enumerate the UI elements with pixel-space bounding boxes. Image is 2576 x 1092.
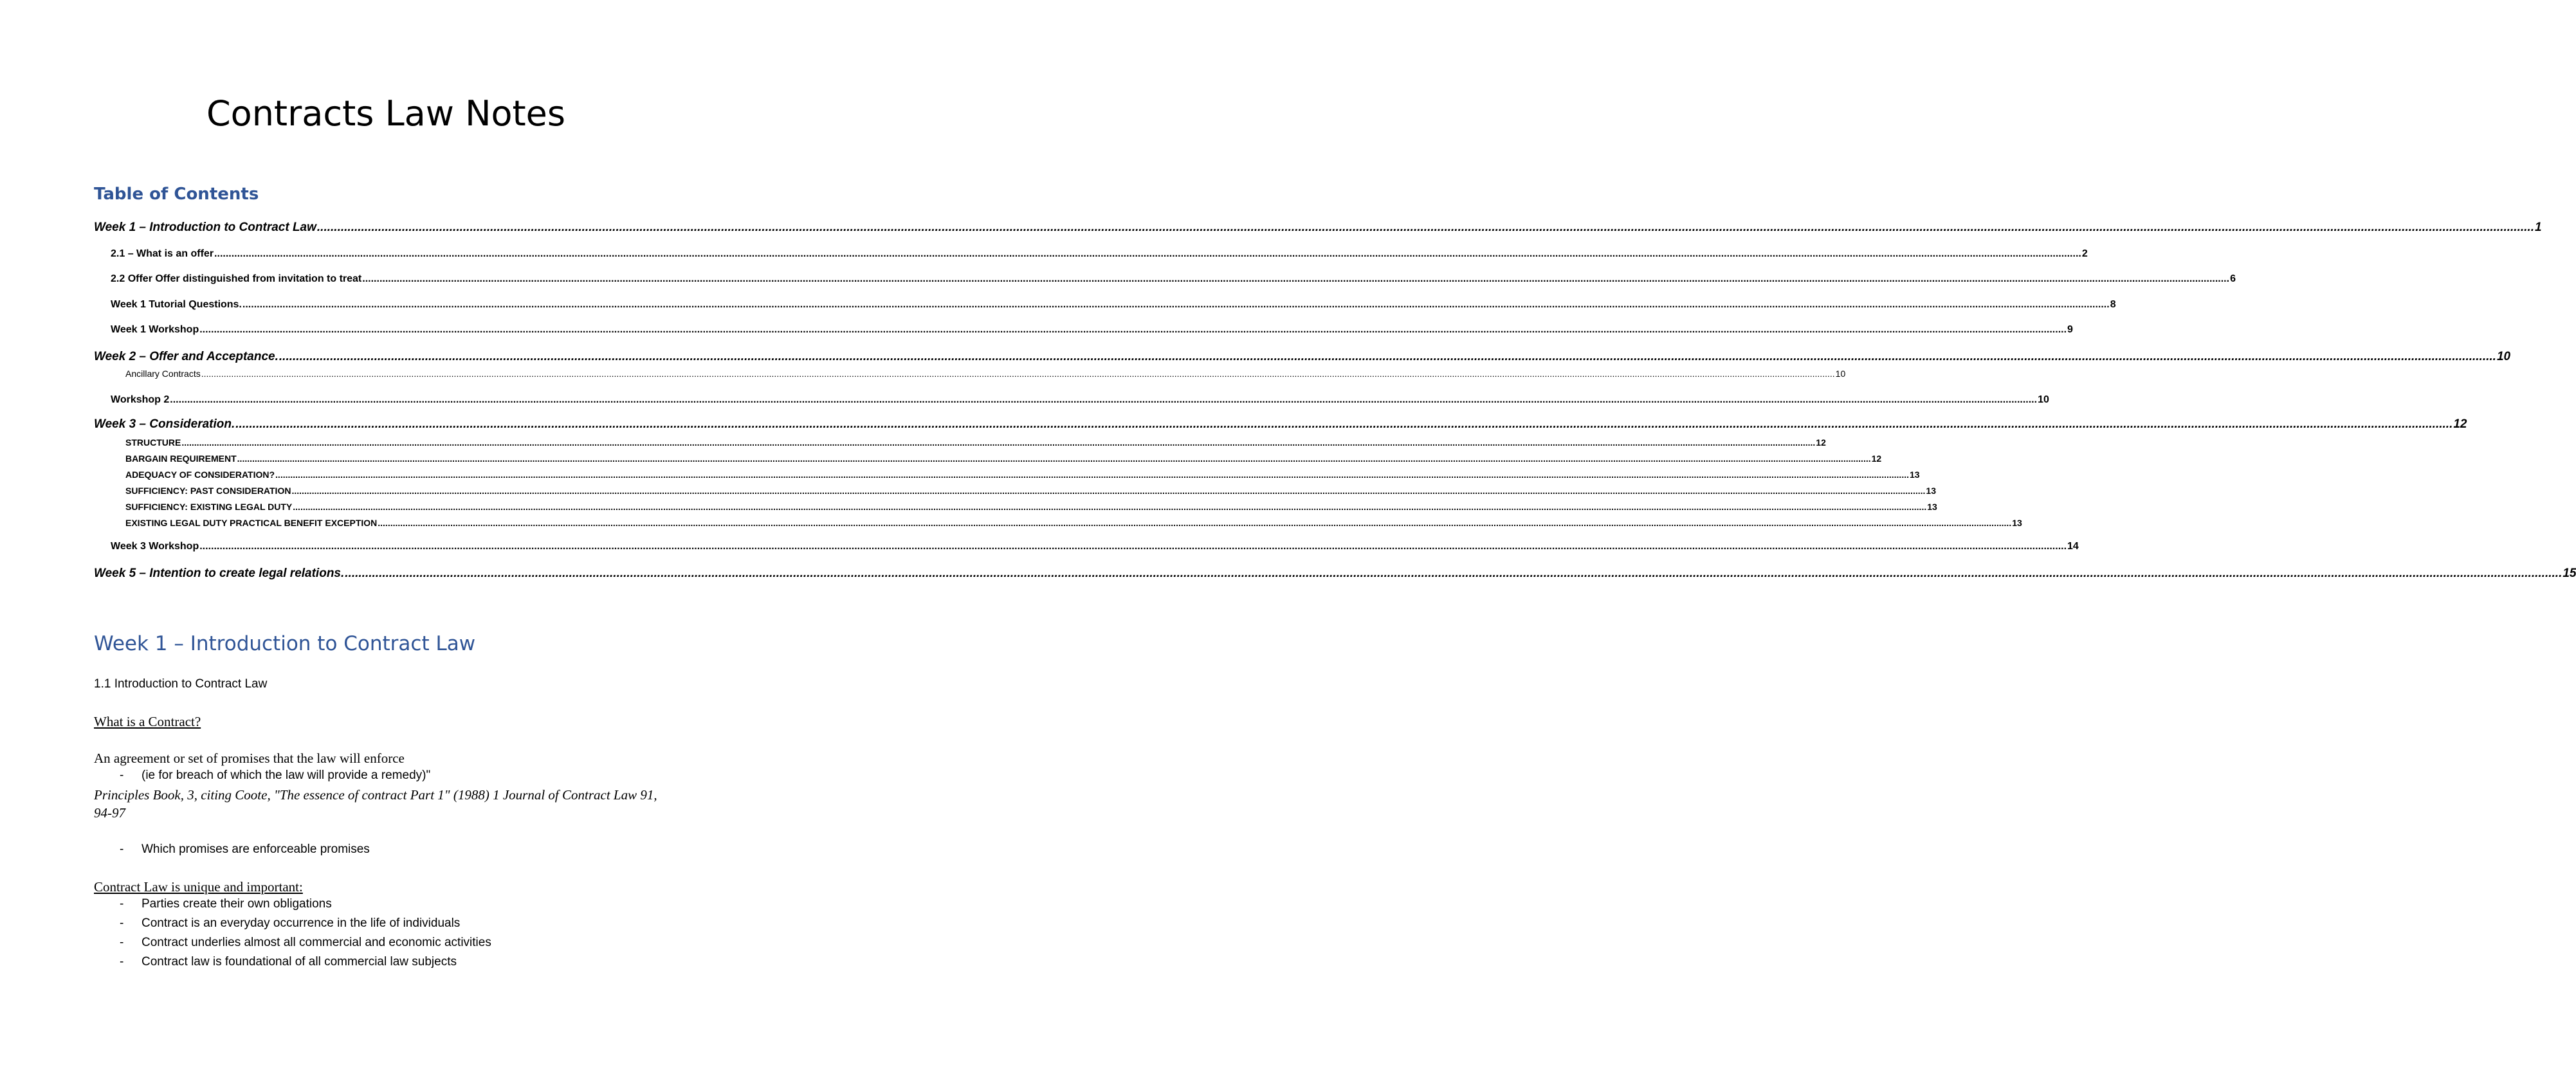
toc-page-number: 15	[2562, 567, 2576, 580]
toc-entry-week1[interactable]	[0, 220, 2542, 235]
list-item	[120, 935, 491, 951]
toc-page-number: 2	[2081, 248, 2088, 259]
toc-page-number: 12	[1871, 453, 1882, 464]
list-item	[120, 954, 457, 970]
toc-entry-label: Week 3 – Consideration.	[94, 417, 235, 431]
toc-entry-ancillary-contracts[interactable]	[0, 368, 1846, 379]
toc-entry-practical-benefit[interactable]	[0, 517, 2022, 529]
bullet-text: Contract is an everyday occurrence in the life of individuals	[142, 916, 461, 930]
bullet-dash: -	[120, 769, 124, 782]
unique-important-heading: Contract Law is unique and important:	[94, 879, 303, 895]
toc-leader-dots: .............................................................................................................................................................................................................................................................................................................................................................................................................................................................................................................................................................................................................................................................................	[214, 248, 2081, 259]
section-heading: Week 1 – Introduction to Contract Law	[94, 632, 476, 655]
toc-entry-label: Workshop 2	[111, 394, 170, 405]
toc-leader-dots: .............................................................................................................................................................................................................................................................................................................................................................................................................................................................................................................................................................................................................................................................................	[378, 518, 2012, 528]
toc-page-number: 1	[2534, 221, 2542, 234]
toc-entry-past-consideration[interactable]	[0, 485, 1936, 496]
toc-entry-label: Week 1 Tutorial Questions.	[111, 299, 242, 310]
toc-entry-label: Week 2 – Offer and Acceptance.	[94, 350, 279, 363]
toc-page-number: 10	[2038, 394, 2049, 405]
citation: Principles Book, 3, citing Coote, "The essence of contract Part 1" (1988) 1 Journal of Contract Law 91, 94-97	[94, 787, 657, 821]
toc-page-number: 13	[1926, 486, 1936, 496]
toc-entry-label: Week 5 – Intention to create legal relations.	[94, 567, 345, 580]
toc-leader-dots: .............................................................................................................................................................................................................................................................................................................................................................................................................................................................................................................................................................................................................................................................................	[362, 273, 2230, 284]
bullet-text: (ie for breach of which the law will provide a remedy)"	[142, 769, 431, 782]
toc-page-number: 12	[1816, 437, 1826, 448]
toc-entry-label: BARGAIN REQUIREMENT	[125, 453, 237, 464]
toc-leader-dots: .............................................................................................................................................................................................................................................................................................................................................................................................................................................................................................................................................................................................................................................................................	[235, 417, 2453, 431]
sub-heading: 1.1 Introduction to Contract Law	[94, 677, 268, 691]
toc-leader-dots: .............................................................................................................................................................................................................................................................................................................................................................................................................................................................................................................................................................................................................................................................................	[316, 221, 2534, 234]
toc-page-number: 6	[2230, 273, 2236, 284]
toc-leader-dots: .............................................................................................................................................................................................................................................................................................................................................................................................................................................................................................................................................................................................................................................................................	[291, 486, 1926, 496]
toc-entry-structure[interactable]	[0, 437, 1826, 448]
bullet-text: Contract underlies almost all commercial and economic activities	[142, 936, 491, 949]
toc-page-number: 10	[2496, 350, 2511, 363]
toc-entry-label: Week 1 – Introduction to Contract Law	[94, 221, 316, 234]
toc-entry-week3[interactable]	[0, 417, 2467, 432]
toc-page-number: 9	[2067, 324, 2073, 335]
toc-entry-adequacy[interactable]	[0, 469, 1920, 480]
list-item	[120, 896, 332, 912]
toc-entry-2-1[interactable]	[0, 248, 2088, 260]
toc-leader-dots: .............................................................................................................................................................................................................................................................................................................................................................................................................................................................................................................................................................................................................................................................................	[293, 502, 1927, 512]
bullet-text: Contract law is foundational of all commercial law subjects	[142, 955, 457, 969]
toc-entry-label: 2.2 Offer Offer distinguished from invitation to treat	[111, 273, 362, 284]
list-item	[120, 768, 430, 783]
toc-leader-dots: .............................................................................................................................................................................................................................................................................................................................................................................................................................................................................................................................................................................................................................................................................	[170, 394, 2038, 405]
what-is-contract-heading: What is a Contract?	[94, 714, 201, 729]
toc-page-number: 13	[2012, 518, 2022, 528]
toc-heading: Table of Contents	[94, 185, 259, 204]
toc-leader-dots: .............................................................................................................................................................................................................................................................................................................................................................................................................................................................................................................................................................................................................................................................................	[275, 469, 1909, 480]
toc-entry-week1-tutorial[interactable]	[0, 298, 2116, 311]
list-item	[120, 916, 460, 931]
toc-entry-label: 2.1 – What is an offer	[111, 248, 214, 259]
toc-page-number: 12	[2453, 417, 2467, 431]
toc-leader-dots: .............................................................................................................................................................................................................................................................................................................................................................................................................................................................................................................................................................................................................................................................................	[345, 567, 2562, 580]
toc-leader-dots: .............................................................................................................................................................................................................................................................................................................................................................................................................................................................................................................................................................................................................................................................................	[201, 369, 1835, 379]
bullet-dash: -	[120, 936, 124, 949]
contract-definition: An agreement or set of promises that the law will enforce	[94, 751, 405, 766]
toc-entry-week2[interactable]	[0, 349, 2511, 365]
toc-entry-week3-workshop[interactable]	[0, 540, 2079, 553]
toc-page-number: 13	[1910, 469, 1920, 480]
toc-entry-label: SUFFICIENCY: PAST CONSIDERATION	[125, 486, 291, 496]
bullet-dash: -	[120, 842, 124, 856]
bullet-text: Which promises are enforceable promises	[142, 842, 370, 856]
list-item	[120, 842, 370, 857]
toc-leader-dots: .............................................................................................................................................................................................................................................................................................................................................................................................................................................................................................................................................................................................................................................................................	[237, 453, 1871, 464]
toc-entry-existing-legal-duty[interactable]	[0, 501, 1937, 513]
bullet-dash: -	[120, 955, 124, 969]
bullet-text: Parties create their own obligations	[142, 897, 332, 911]
document-title: Contracts Law Notes	[206, 93, 566, 134]
toc-entry-label: EXISTING LEGAL DUTY PRACTICAL BENEFIT EXCEPTION	[125, 518, 378, 528]
toc-entry-bargain-requirement[interactable]	[0, 453, 1882, 464]
toc-page-number: 10	[1835, 369, 1846, 379]
toc-leader-dots: .............................................................................................................................................................................................................................................................................................................................................................................................................................................................................................................................................................................................................................................................................	[199, 541, 2067, 552]
toc-page-number: 13	[1927, 502, 1937, 512]
toc-entry-2-2[interactable]	[0, 273, 2236, 286]
toc-page-number: 14	[2067, 541, 2079, 552]
toc-entry-week5[interactable]	[0, 566, 2576, 581]
toc-leader-dots: .............................................................................................................................................................................................................................................................................................................................................................................................................................................................................................................................................................................................................................................................................	[181, 437, 1816, 448]
bullet-dash: -	[120, 916, 124, 930]
bullet-dash: -	[120, 897, 124, 911]
toc-entry-label: STRUCTURE	[125, 437, 181, 448]
toc-page-number: 8	[2110, 299, 2116, 310]
toc-entry-label: Week 1 Workshop	[111, 324, 199, 335]
toc-leader-dots: .............................................................................................................................................................................................................................................................................................................................................................................................................................................................................................................................................................................................................................................................................	[242, 299, 2110, 310]
toc-entry-label: ADEQUACY OF CONSIDERATION?	[125, 469, 275, 480]
toc-entry-label: Ancillary Contracts	[125, 369, 201, 379]
toc-entry-label: Week 3 Workshop	[111, 541, 199, 552]
toc-entry-week1-workshop[interactable]	[0, 323, 2073, 336]
toc-leader-dots: .............................................................................................................................................................................................................................................................................................................................................................................................................................................................................................................................................................................................................................................................................	[279, 350, 2496, 363]
toc-entry-workshop2[interactable]	[0, 394, 2049, 406]
toc-leader-dots: .............................................................................................................................................................................................................................................................................................................................................................................................................................................................................................................................................................................................................................................................................	[199, 324, 2067, 335]
toc-entry-label: SUFFICIENCY: EXISTING LEGAL DUTY	[125, 502, 293, 512]
